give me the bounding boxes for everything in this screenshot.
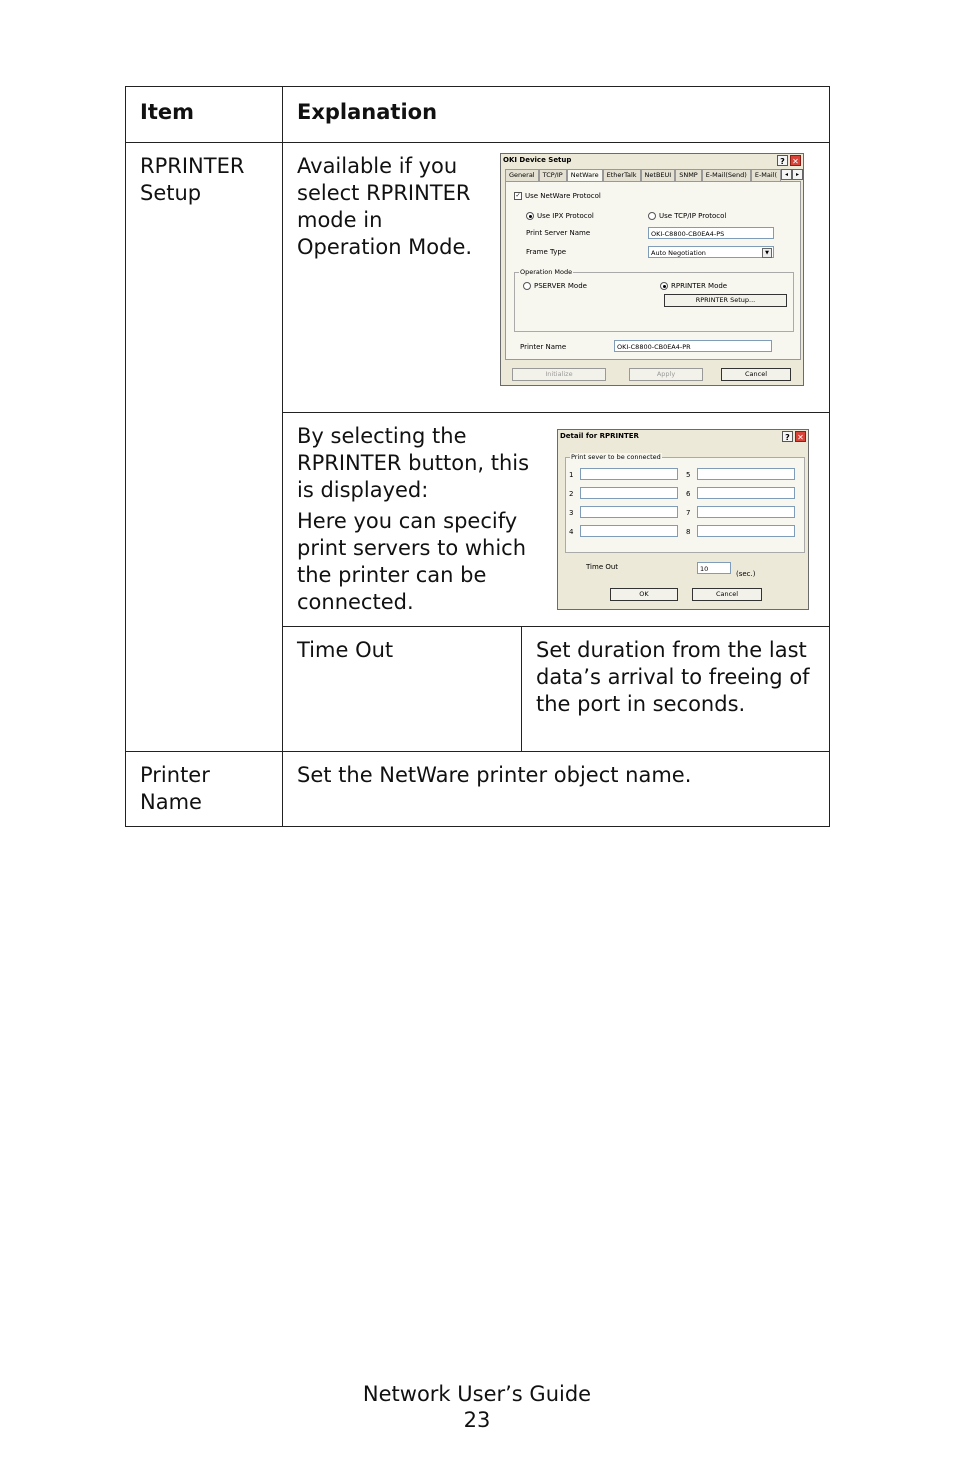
frame-type-value: Auto Negotiation [651,249,706,257]
tab-right-arrow-icon[interactable]: ▸ [792,169,803,180]
operation-mode-group [514,268,794,332]
slot-number: 2 [569,490,574,498]
cancel-button[interactable]: Cancel [721,368,791,381]
device-setup-dialog [500,153,804,386]
rprinter-mode-radio[interactable] [660,282,727,291]
settings-table [125,86,830,827]
rprinter-row2-text-b: Here you can specify print servers to which the printer can be connected. [297,509,527,614]
header-explanation: Explanation [283,87,830,143]
pserver-mode-label: PSERVER Mode [534,282,587,290]
pserver-mode-radio[interactable] [523,282,587,291]
chevron-down-icon: ▼ [762,248,772,258]
print-server-name-label: Print Server Name [526,229,591,237]
tab-general[interactable]: General [505,169,539,181]
tab-email-receive[interactable]: E-Mail( [751,169,781,181]
operation-mode-label: Operation Mode [520,268,573,276]
use-netware-label: Use NetWare Protocol [525,192,601,200]
tab-email-send[interactable]: E-Mail(Send) [702,169,751,181]
printer-name-item-label: Printer Name [140,763,210,814]
print-server-group [565,453,805,553]
apply-button[interactable]: Apply [629,368,703,381]
use-ipx-label: Use IPX Protocol [537,212,594,220]
ok-button[interactable]: OK [610,588,678,601]
frame-type-label: Frame Type [526,248,567,256]
slot-number: 1 [569,471,574,479]
print-server-5-field[interactable] [697,468,795,480]
radio-on-icon [660,282,668,290]
tab-netware[interactable]: NetWare [567,169,603,181]
tab-netbeui[interactable]: NetBEUI [641,169,676,181]
footer-title: Network User’s Guide [362,1382,592,1406]
print-server-7-field[interactable] [697,506,795,518]
rprinter-row2-text-a: By selecting the RPRINTER button, this is displayed: [297,424,530,502]
slot-number: 3 [569,509,574,517]
checkmark-icon: ✓ [515,192,521,199]
use-tcpip-radio[interactable] [648,212,726,221]
device-setup-title: OKI Device Setup [503,156,572,164]
timeout-desc-cell [522,627,830,752]
use-netware-checkbox[interactable] [514,192,601,201]
timeout-field[interactable]: 10 [697,562,731,574]
rprinter-row1-text: Available if you select RPRINTER mode in Operation Mode. [297,154,473,259]
print-server-group-label: Print sever to be connected [571,453,661,461]
printer-name-description: Set the NetWare printer object name. [297,763,692,787]
slot-number: 7 [686,509,691,517]
rprinter-mode-label: RPRINTER Mode [671,282,728,290]
timeout-cell [283,627,522,752]
rprinter-detail-titlebar [558,430,808,443]
frame-type-select[interactable] [648,246,774,258]
print-server-4-field[interactable] [580,525,678,537]
timeout-label: Time Out [586,563,619,571]
slot-number: 6 [686,490,691,498]
printer-name-field[interactable]: OKI-C8800-CB0EA4-PR [614,340,772,352]
printer-name-item-cell [126,752,283,827]
use-ipx-radio[interactable] [526,212,594,221]
timeout-description: Set duration from the last data’s arrival to freeing of the port in seconds. [536,638,810,716]
radio-off-icon [523,282,531,290]
close-icon[interactable]: ✕ [790,155,801,166]
timeout-unit: (sec.) [736,570,756,578]
rprinter-setup-button[interactable]: RPRINTER Setup... [664,294,787,307]
help-icon[interactable]: ? [782,431,793,442]
rprinter-row1-cell [283,143,830,413]
rprinter-setup-label: RPRINTER Setup [140,154,245,205]
device-setup-titlebar [501,154,803,167]
tab-left-arrow-icon[interactable]: ◂ [781,169,792,180]
radio-off-icon [648,212,656,220]
netware-panel [505,181,801,360]
rprinter-setup-item [126,143,283,752]
use-tcpip-label: Use TCP/IP Protocol [659,212,727,220]
print-server-1-field[interactable] [580,468,678,480]
print-server-8-field[interactable] [697,525,795,537]
tab-snmp[interactable]: SNMP [675,169,702,181]
page-number: 23 [463,1408,491,1432]
print-server-name-field[interactable]: OKI-C8800-CB0EA4-PS [648,227,774,239]
print-server-2-field[interactable] [580,487,678,499]
slot-number: 8 [686,528,691,536]
rprinter-detail-dialog [557,429,809,610]
close-icon[interactable]: ✕ [795,431,806,442]
initialize-button[interactable]: Initialize [512,368,606,381]
cancel-button[interactable]: Cancel [692,588,762,601]
printer-name-label: Printer Name [520,343,567,351]
printer-name-desc-cell [283,752,830,827]
rprinter-detail-title: Detail for RPRINTER [560,432,639,440]
timeout-item-label: Time Out [297,638,394,662]
radio-on-icon [526,212,534,220]
tab-tcpip[interactable]: TCP/IP [539,169,567,181]
rprinter-row2-cell [283,413,830,627]
help-icon[interactable]: ? [777,155,788,166]
header-item: Item [126,87,283,143]
tab-ethertalk[interactable]: EtherTalk [603,169,641,181]
print-server-6-field[interactable] [697,487,795,499]
slot-number: 4 [569,528,574,536]
slot-number: 5 [686,471,691,479]
print-server-3-field[interactable] [580,506,678,518]
